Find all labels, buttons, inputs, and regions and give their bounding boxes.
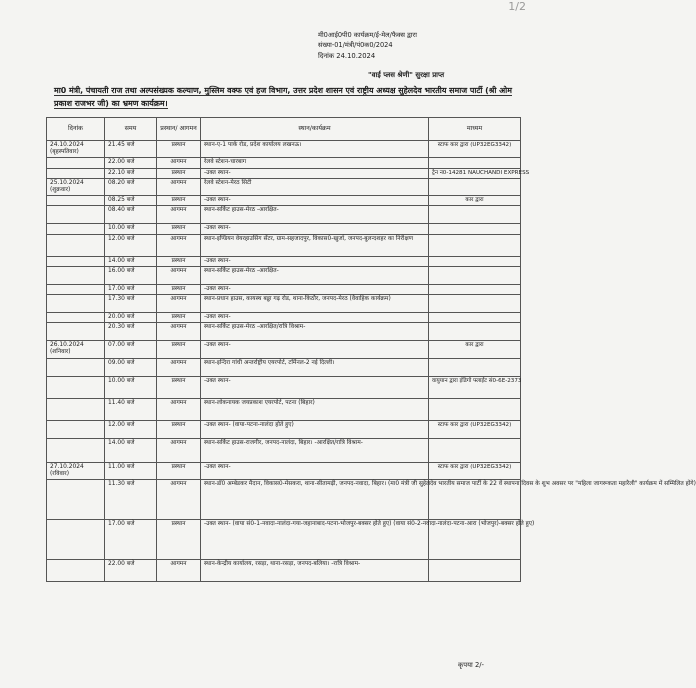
departure-arrival-cell [157, 520, 201, 560]
departure-arrival-cell [157, 256, 201, 266]
departure-arrival-cell [157, 341, 201, 358]
place-text: स्थान-इण्डियन वेयरहाउसिंग सेंटर, ग्राम-सहजादपुर, विकास0-खुर्जा, जनपद-बुलन्दशहर का निरीक्षण [204, 235, 413, 242]
time-cell [105, 462, 157, 479]
movement-type: प्रस्थान [171, 225, 186, 232]
medium-text: स्टाफ कार द्वारा (UP32EG3342) [437, 142, 512, 148]
place-text: रेलवे स्टेशन-मेरठ सिटी [204, 179, 252, 186]
departure-arrival-cell [157, 196, 201, 206]
place-text: स्थान-सर्किट हाउस-राजगीर, जनपद-नालंदा, बिहार। -आरक्षित/रात्रि विश्राम- [204, 439, 363, 446]
place-cell [201, 158, 429, 168]
medium-cell [429, 323, 521, 341]
date-cell [47, 196, 105, 206]
departure-arrival-cell [157, 284, 201, 294]
time-value: 17.30 बजे [108, 296, 135, 303]
movement-type: आगमन [170, 324, 187, 331]
page-corner-number: 1/2 [508, 0, 526, 13]
time-value: 12.00 बजे [108, 235, 135, 242]
medium-cell [429, 284, 521, 294]
place-text: -उक्त स्थान- [204, 257, 231, 264]
weekday-value: (रविवार) [50, 470, 70, 477]
date-value: 27.10.2024 [50, 463, 84, 470]
table-row [47, 284, 521, 294]
table-row [47, 420, 521, 438]
security-category-label: "वाई प्लस श्रेणी" सुरक्षा प्राप्त [368, 71, 445, 79]
departure-arrival-cell [157, 313, 201, 323]
header-medium: माध्यम [429, 118, 521, 141]
movement-type: प्रस्थान [171, 342, 186, 349]
time-cell [105, 358, 157, 376]
schedule-table [46, 117, 696, 582]
departure-arrival-cell [157, 420, 201, 438]
place-cell [201, 358, 429, 376]
time-cell [105, 206, 157, 224]
time-cell [105, 224, 157, 234]
departure-arrival-cell [157, 560, 201, 582]
date-value: 25.10.2024 [50, 179, 84, 186]
movement-type: आगमन [170, 207, 187, 214]
table-row [47, 560, 521, 582]
table-row [47, 295, 521, 313]
date-cell [47, 480, 105, 520]
document-title [54, 85, 514, 110]
departure-arrival-cell [157, 358, 201, 376]
reference-number-line: संख्या-01/मंत्री/पं0क0/2024 [318, 41, 393, 50]
dispatch-mode-line: मी0आई0पी0 कार्यक्रम/ई-मेल/फैक्स द्वारा [318, 31, 417, 39]
time-value: 11.40 बजे [108, 399, 135, 406]
schedule-header-row [47, 118, 521, 141]
medium-cell [429, 234, 521, 256]
time-cell [105, 398, 157, 420]
time-value: 17.00 बजे [108, 285, 135, 292]
table-row [47, 158, 521, 168]
movement-type: प्रस्थान [171, 377, 186, 384]
date-value: 24.10.2024 [50, 142, 84, 148]
time-value: 20.30 बजे [108, 324, 135, 331]
place-cell [201, 313, 429, 323]
time-cell [105, 284, 157, 294]
time-cell [105, 178, 157, 195]
departure-arrival-cell [157, 224, 201, 234]
medium-cell [429, 420, 521, 438]
table-row [47, 398, 521, 420]
date-cell [47, 266, 105, 284]
place-text: -उक्त स्थान- (वाया-पटना-नालंदा होते हुए) [204, 421, 294, 428]
medium-cell [429, 178, 521, 195]
date-cell [47, 284, 105, 294]
place-text: -उक्त स्थान- [204, 377, 231, 384]
time-cell [105, 420, 157, 438]
place-text: स्थान-सर्किट हाउस-मेरठ -आरक्षित- [204, 207, 279, 214]
place-cell [201, 295, 429, 313]
departure-arrival-cell [157, 206, 201, 224]
medium-cell [429, 158, 521, 168]
departure-arrival-cell [157, 168, 201, 178]
movement-type: आगमन [170, 179, 187, 186]
table-row [47, 266, 521, 284]
movement-type: आगमन [170, 399, 187, 406]
weekday-value: (शनिवार) [50, 349, 71, 356]
place-text: स्थान-इन्दिरा गांधी अन्तर्राष्ट्रीय एयरपोर्ट, टर्मिनल-2 नई दिल्ली। [204, 359, 335, 366]
place-text: -उक्त स्थान- [204, 197, 231, 204]
movement-type: प्रस्थान [171, 142, 186, 148]
time-cell [105, 560, 157, 582]
date-cell [47, 206, 105, 224]
place-text: -उक्त स्थान- [204, 169, 231, 176]
date-cell [47, 141, 105, 158]
medium-cell [429, 206, 521, 224]
time-value: 08.20 बजे [108, 179, 135, 186]
document-reference-block [318, 30, 417, 61]
time-cell [105, 266, 157, 284]
table-row [47, 256, 521, 266]
departure-arrival-cell [157, 234, 201, 256]
header-time: समय [105, 118, 157, 141]
place-cell [201, 224, 429, 234]
place-text: -उक्त स्थान- [204, 342, 231, 349]
time-value: 10.00 बजे [108, 225, 135, 232]
time-value: 07.00 बजे [108, 342, 135, 349]
date-value: 26.10.2024 [50, 342, 84, 349]
header-place-program: स्थान/कार्यक्रम [201, 118, 429, 141]
medium-cell [429, 313, 521, 323]
table-row [47, 358, 521, 376]
time-cell [105, 376, 157, 398]
movement-type: आगमन [170, 235, 187, 242]
place-text: -उक्त स्थान- [204, 314, 231, 321]
movement-type: प्रस्थान [171, 285, 186, 292]
medium-text: वायुयान द्वारा इंडिगो फ्लाईट सं0-6E-2373 [432, 377, 522, 384]
medium-text: कार द्वारा [465, 197, 484, 204]
movement-type: आगमन [170, 481, 187, 488]
movement-type: प्रस्थान [171, 169, 186, 176]
movement-type: प्रस्थान [171, 521, 186, 528]
place-text: -उक्त स्थान- [204, 225, 231, 232]
table-row [47, 480, 521, 520]
departure-arrival-cell [157, 438, 201, 462]
place-cell [201, 234, 429, 256]
time-value: 10.00 बजे [108, 377, 135, 384]
table-row [47, 520, 521, 560]
movement-type: प्रस्थान [171, 197, 186, 204]
place-text: -उक्त स्थान- [204, 285, 231, 292]
place-cell [201, 376, 429, 398]
medium-cell [429, 438, 521, 462]
time-value: 17.00 बजे [108, 521, 135, 528]
time-cell [105, 256, 157, 266]
medium-cell [429, 196, 521, 206]
table-row [47, 438, 521, 462]
medium-cell [429, 141, 521, 158]
medium-cell [429, 341, 521, 358]
place-cell [201, 560, 429, 582]
time-cell [105, 480, 157, 520]
time-value: 22.00 बजे [108, 561, 135, 568]
date-cell [47, 158, 105, 168]
movement-type: आगमन [170, 296, 187, 303]
time-value: 09.00 बजे [108, 359, 135, 366]
place-cell [201, 462, 429, 479]
departure-arrival-cell [157, 141, 201, 158]
movement-type: प्रस्थान [171, 257, 186, 264]
weekday-value: (बृहस्पतिवार) [50, 149, 79, 156]
medium-cell [429, 462, 521, 479]
table-row [47, 168, 521, 178]
medium-text: स्टाफ कार द्वारा (UP32EG3342) [437, 421, 512, 428]
medium-text: कार द्वारा [465, 342, 484, 349]
place-cell [201, 256, 429, 266]
table-row [47, 206, 521, 224]
table-row [47, 313, 521, 323]
place-text: स्थान-डॉ0 अम्बेडकर मैदान, विकास0-मेसकरा, थाना-सीतामढ़ी, जनपद-नवादा, बिहार। (मा0 मंत्री जी सुहेलदेव भारतीय समाज पार्टी के 22 वें स्थापना दिवस के शुभ अवसर पर "महिला जागरूकता महारैली" कार्यक्रम में सम्मिलित होंगे) [204, 481, 696, 488]
date-cell [47, 398, 105, 420]
medium-cell [429, 168, 530, 178]
place-text: -उक्त स्थान- [204, 463, 231, 470]
date-cell [47, 313, 105, 323]
table-row [47, 224, 521, 234]
place-cell [201, 323, 429, 341]
departure-arrival-cell [157, 323, 201, 341]
place-cell [201, 480, 696, 520]
medium-cell [429, 358, 521, 376]
time-value: 14.00 बजे [108, 257, 135, 264]
date-cell [47, 295, 105, 313]
departure-arrival-cell [157, 158, 201, 168]
date-cell [47, 341, 105, 358]
place-cell [201, 178, 429, 195]
time-value: 22.10 बजे [108, 169, 135, 176]
time-value: 16.00 बजे [108, 267, 135, 274]
place-cell [201, 196, 429, 206]
table-row [47, 196, 521, 206]
departure-arrival-cell [157, 462, 201, 479]
table-row [47, 341, 521, 358]
movement-type: प्रस्थान [171, 421, 186, 428]
place-cell [201, 520, 535, 560]
time-cell [105, 141, 157, 158]
date-cell [47, 420, 105, 438]
date-cell [47, 178, 105, 195]
movement-type: आगमन [170, 359, 187, 366]
medium-cell [429, 376, 521, 398]
time-cell [105, 341, 157, 358]
document-title-text: मा0 मंत्री, पंचायती राज तथा अल्पसंख्यक कल्याण, मुस्लिम वक्फ एवं हज विभाग, उत्तर प्रदेश शासन एवं राष्ट्रीय अध्यक्ष सुहेलदेव भारतीय समाज पार्टी (श्री ओम प्रकाश राजभर जी) का भ्रमण कार्यक्रम। [54, 86, 512, 108]
table-row [47, 141, 521, 158]
time-value: 20.00 बजे [108, 314, 135, 321]
date-cell [47, 323, 105, 341]
date-cell [47, 560, 105, 582]
medium-text: स्टाफ कार द्वारा (UP32EG3342) [437, 463, 512, 470]
date-cell [47, 224, 105, 234]
time-cell [105, 234, 157, 256]
place-text: स्थान-प्रधान हाउस, कायस्थ बड्डा गढ़ रोड, थाना-किठौर, जनपद-मेरठ (वैवाहिक कार्यक्रम) [204, 296, 391, 303]
table-row [47, 462, 521, 479]
place-text: स्थान-ए-1 पार्क रोड, प्रदेश कार्यालय लखनऊ। [204, 142, 302, 148]
departure-arrival-cell [157, 178, 201, 195]
movement-type: आगमन [170, 159, 187, 166]
time-cell [105, 520, 157, 560]
time-value: 11.00 बजे [108, 463, 135, 470]
place-text: स्थान-सर्किट हाउस-मेरठ -आरक्षित- [204, 267, 279, 274]
date-cell [47, 234, 105, 256]
place-text: रेलवे स्टेशन-चारबाग [204, 159, 247, 166]
place-text: स्थान-लोकनायक जयप्रकाश एयरपोर्ट, पटना (बिहार) [204, 399, 315, 406]
time-value: 21.45 बजे [108, 142, 135, 148]
date-cell [47, 376, 105, 398]
place-text: स्थान-केन्द्रीय कार्यालय, रसड़ा, थाना-रसड़ा, जनपद-बलिया। -रात्रि विश्राम- [204, 561, 361, 568]
place-cell [201, 168, 429, 178]
medium-cell [429, 398, 521, 420]
date-cell [47, 520, 105, 560]
table-row [47, 178, 521, 195]
medium-cell [429, 256, 521, 266]
place-cell [201, 141, 429, 158]
time-cell [105, 168, 157, 178]
header-departure-arrival: प्रस्थान/ आगमन [157, 118, 201, 141]
place-cell [201, 284, 429, 294]
time-value: 22.00 बजे [108, 159, 135, 166]
date-cell [47, 438, 105, 462]
place-cell [201, 206, 429, 224]
document-date-line: दिनांक 24.10.2024 [318, 51, 376, 60]
place-cell [201, 266, 429, 284]
date-cell [47, 462, 105, 479]
time-cell [105, 438, 157, 462]
departure-arrival-cell [157, 480, 201, 520]
time-value: 08.25 बजे [108, 197, 135, 204]
movement-type: आगमन [170, 561, 187, 568]
time-cell [105, 196, 157, 206]
continued-page-note: कृपया 2/- [458, 661, 485, 669]
date-cell [47, 256, 105, 266]
movement-type: प्रस्थान [171, 463, 186, 470]
place-cell [201, 341, 429, 358]
time-cell [105, 158, 157, 168]
medium-text: ट्रेन न0-14281 NAUCHANDI EXPRESS [432, 169, 530, 176]
place-text: -उक्त स्थान- (वाया सं0-1-नवादा-नालंदा-गया-जहानाबाद-पटना-भोजपुर-बक्सर होते हुए) (वाया सं0-2-नवादा-नालंदा-पटना-आरा (भोजपुर)-बक्सर होते हुए) [204, 521, 535, 528]
medium-cell [429, 560, 521, 582]
medium-cell [429, 224, 521, 234]
medium-cell [429, 295, 521, 313]
time-value: 11.30 बजे [108, 481, 135, 488]
table-row [47, 234, 521, 256]
weekday-value: (शुक्रवार) [50, 187, 71, 194]
movement-type: आगमन [170, 439, 187, 446]
time-value: 08.40 बजे [108, 207, 135, 214]
date-cell [47, 168, 105, 178]
place-cell [201, 438, 429, 462]
table-row [47, 376, 521, 398]
medium-cell [429, 266, 521, 284]
departure-arrival-cell [157, 295, 201, 313]
place-cell [201, 398, 429, 420]
movement-type: आगमन [170, 267, 187, 274]
table-row [47, 323, 521, 341]
time-cell [105, 323, 157, 341]
date-cell [47, 358, 105, 376]
time-cell [105, 295, 157, 313]
departure-arrival-cell [157, 376, 201, 398]
header-date: दिनांक [47, 118, 105, 141]
time-value: 14.00 बजे [108, 439, 135, 446]
departure-arrival-cell [157, 266, 201, 284]
time-value: 12.00 बजे [108, 421, 135, 428]
place-text: स्थान-सर्किट हाउस-मेरठ -आरक्षित/रात्रि विश्राम- [204, 324, 306, 331]
departure-arrival-cell [157, 398, 201, 420]
movement-type: प्रस्थान [171, 314, 186, 321]
time-cell [105, 313, 157, 323]
place-cell [201, 420, 429, 438]
